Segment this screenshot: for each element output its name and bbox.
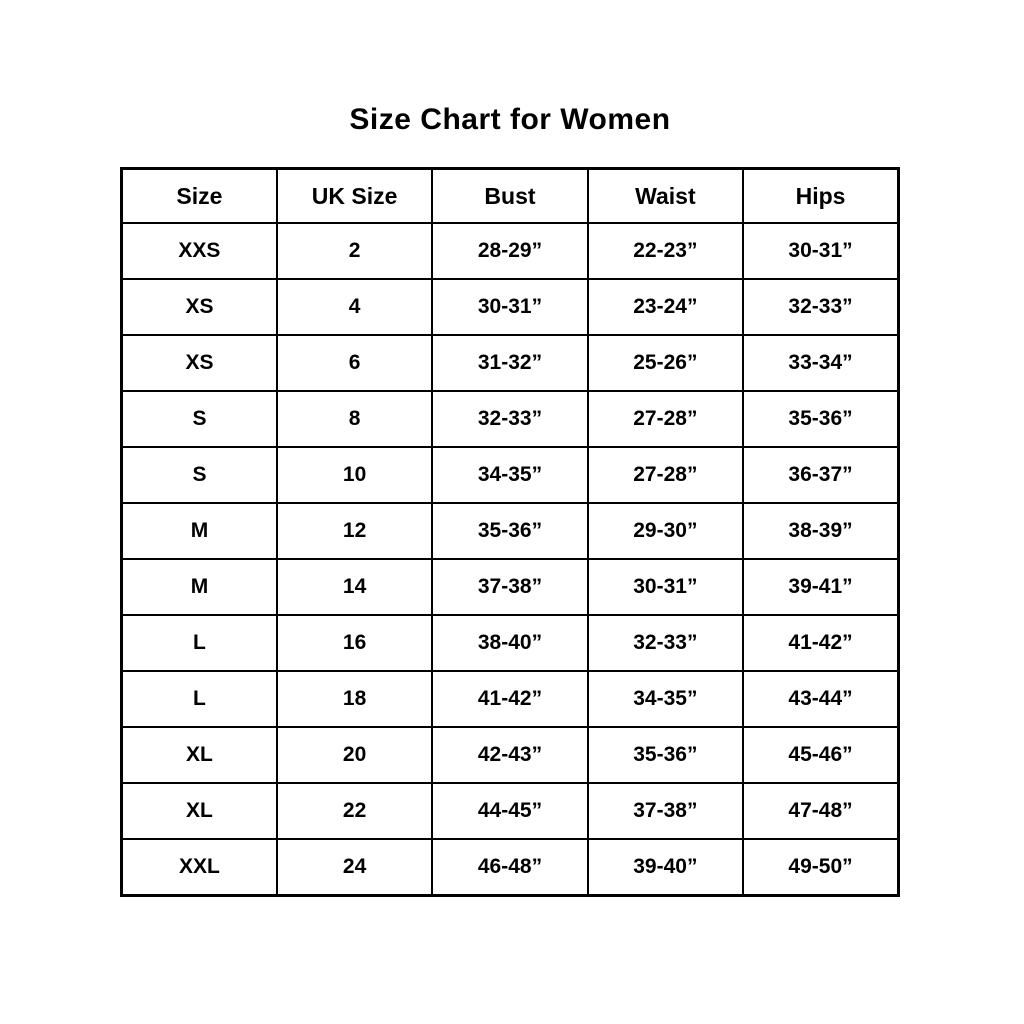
column-header: UK Size (277, 169, 432, 224)
table-row (122, 839, 899, 896)
table-cell: 20 (277, 727, 432, 783)
table-cell: 38-39” (743, 503, 898, 559)
table-cell: 36-37” (743, 447, 898, 503)
table-cell: XXL (122, 839, 277, 896)
table-cell: 30-31” (588, 559, 743, 615)
table-cell: 4 (277, 279, 432, 335)
table-cell: 27-28” (588, 391, 743, 447)
table-cell: 35-36” (432, 503, 587, 559)
table-cell: 18 (277, 671, 432, 727)
page-title: Size Chart for Women (349, 103, 671, 136)
table-cell: M (122, 503, 277, 559)
table-cell: 22 (277, 783, 432, 839)
table-cell: 34-35” (432, 447, 587, 503)
table-cell: 12 (277, 503, 432, 559)
table-cell: 47-48” (743, 783, 898, 839)
table-row (122, 671, 899, 727)
table-cell: 23-24” (588, 279, 743, 335)
table-cell: XS (122, 335, 277, 391)
table-cell: 38-40” (432, 615, 587, 671)
table-cell: 32-33” (588, 615, 743, 671)
column-header: Hips (743, 169, 898, 224)
table-cell: 25-26” (588, 335, 743, 391)
size-chart-table (120, 167, 900, 897)
table-cell: 2 (277, 223, 432, 279)
table-row (122, 615, 899, 671)
table-cell: 33-34” (743, 335, 898, 391)
column-header: Bust (432, 169, 587, 224)
table-row (122, 503, 899, 559)
table-cell: 6 (277, 335, 432, 391)
table-cell: 44-45” (432, 783, 587, 839)
table-cell: L (122, 671, 277, 727)
table-row (122, 335, 899, 391)
table-cell: 8 (277, 391, 432, 447)
table-row (122, 279, 899, 335)
table-row (122, 727, 899, 783)
table-row (122, 447, 899, 503)
table-cell: 35-36” (743, 391, 898, 447)
table-cell: 16 (277, 615, 432, 671)
table-row (122, 223, 899, 279)
table-cell: XS (122, 279, 277, 335)
table-cell: XL (122, 727, 277, 783)
table-cell: L (122, 615, 277, 671)
table-cell: 41-42” (432, 671, 587, 727)
table-cell: S (122, 391, 277, 447)
table-cell: 32-33” (432, 391, 587, 447)
table-cell: 39-41” (743, 559, 898, 615)
table-cell: 46-48” (432, 839, 587, 896)
table-cell: 39-40” (588, 839, 743, 896)
header-row (122, 169, 899, 224)
table-cell: 10 (277, 447, 432, 503)
table-body (122, 223, 899, 896)
table-cell: XL (122, 783, 277, 839)
table-cell: 42-43” (432, 727, 587, 783)
table-cell: 49-50” (743, 839, 898, 896)
column-header: Waist (588, 169, 743, 224)
table-cell: 27-28” (588, 447, 743, 503)
table-row (122, 391, 899, 447)
table-cell: 28-29” (432, 223, 587, 279)
table-cell: S (122, 447, 277, 503)
table-cell: 14 (277, 559, 432, 615)
table-row (122, 559, 899, 615)
table-cell: 45-46” (743, 727, 898, 783)
table-cell: 30-31” (743, 223, 898, 279)
table-cell: 29-30” (588, 503, 743, 559)
table-cell: M (122, 559, 277, 615)
table-cell: 24 (277, 839, 432, 896)
table-cell: 31-32” (432, 335, 587, 391)
table-cell: XXS (122, 223, 277, 279)
table-cell: 37-38” (588, 783, 743, 839)
table-cell: 30-31” (432, 279, 587, 335)
table-cell: 37-38” (432, 559, 587, 615)
table-cell: 34-35” (588, 671, 743, 727)
table-cell: 35-36” (588, 727, 743, 783)
table-cell: 41-42” (743, 615, 898, 671)
table-row (122, 783, 899, 839)
table-header (122, 169, 899, 224)
column-header: Size (122, 169, 277, 224)
table-cell: 43-44” (743, 671, 898, 727)
table-cell: 32-33” (743, 279, 898, 335)
table-cell: 22-23” (588, 223, 743, 279)
